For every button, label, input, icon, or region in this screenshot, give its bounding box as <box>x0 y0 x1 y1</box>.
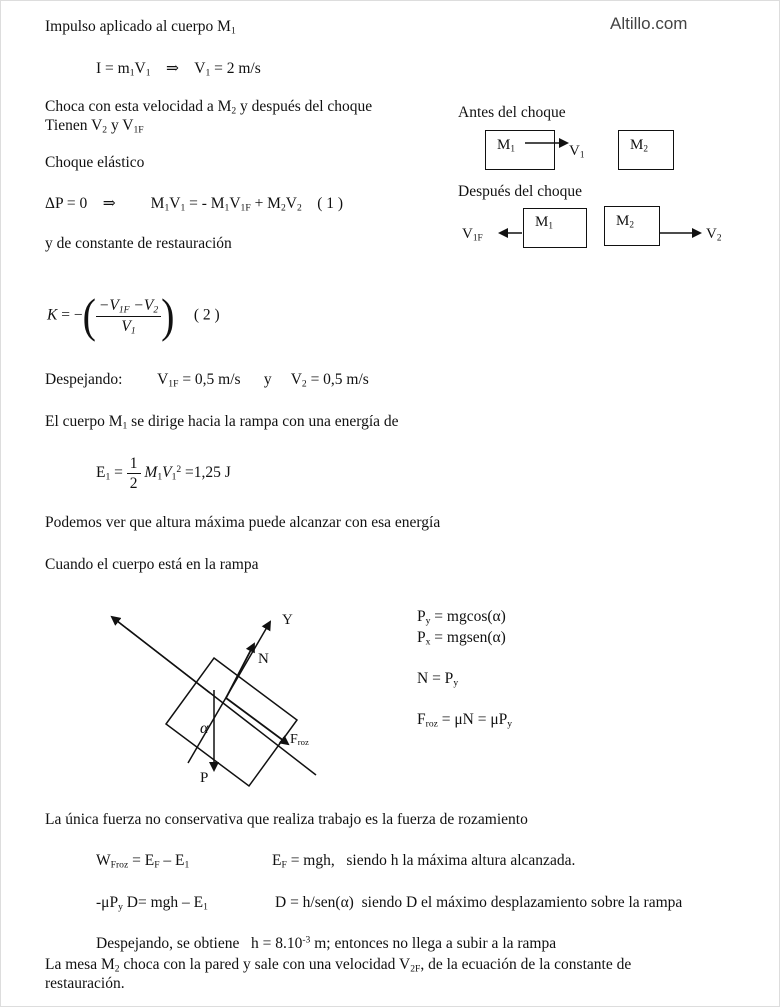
px-equation: $P_x$ = mgsen(α) <box>417 629 506 648</box>
mesa-line-2: restauración. <box>45 975 125 992</box>
froz-equation: $F_{roz} = \mu N = \mu P_y$ <box>417 711 513 730</box>
m2-label-after: $M_2$ <box>616 213 634 231</box>
antes-label: Antes del choque <box>458 104 566 121</box>
froz-label: $F_{roz}$ <box>290 732 309 748</box>
energy-equation: $E_1$ = $\frac{1}{2}$ $M_1V_1^2 =1,25$ J <box>96 455 231 493</box>
cuando-text: Cuando el cuerpo está en la rampa <box>45 556 259 573</box>
impulse-equation: $I = m_1V_1$ ⇒ $V_1 = 2$ m/s <box>96 60 261 79</box>
k-equation: K = −( $\frac{-V_{1F} -V_2}{V_1}$ ) ( 2 ) <box>47 288 220 343</box>
y-axis-label: Y <box>282 612 293 628</box>
disp-equation: $-\mu P_y$ D= mgh – $E_1$ <box>96 894 208 913</box>
rampa-text: El cuerpo $M_1$ se dirige hacia la rampa con una energía de <box>45 413 399 432</box>
v2-label: $V_2$ <box>706 226 722 244</box>
brand-watermark: Altillo.com <box>610 14 688 33</box>
altura-text: Podemos ver que altura máxima puede alcanzar con esa energía <box>45 514 441 531</box>
despejando-height: Despejando, se obtiene $h = 8.10^{-3}$ m; entonces no llega a subir a la rampa <box>96 934 557 952</box>
despejando-velocities: Despejando: $V_{1F} = 0,5$ m/s y $V_2 = 0,5$ m/s <box>45 371 369 390</box>
choca-line-1: Choca con esta velocidad a $M_2$ y después del choque <box>45 98 373 117</box>
mesa-line-1: La mesa $M_2$ choca con la pared y sale con una velocidad $V_{2F}$, de la ecuación de la constante de <box>45 956 632 975</box>
ef-equation: $E_F$ = mgh, siendo h la máxima altura alcanzada. <box>272 852 576 871</box>
v1-label: $V_1$ <box>569 143 585 161</box>
m1-label-after: $M_1$ <box>535 214 553 232</box>
momentum-equation: ΔP = 0 ⇒ $M_1V_1$ = - $M_1V_{1F} + M_2V_2$ ( 1 ) <box>45 195 344 214</box>
choque-elastico-label: Choque elástico <box>45 154 145 171</box>
m2-label-before: $M_2$ <box>630 137 648 155</box>
friction-arrow <box>226 698 288 744</box>
py-equation: $P_y = mgcos(\alpha)$ <box>417 608 506 627</box>
alpha-label: α <box>200 720 209 737</box>
p-label: P <box>200 770 209 786</box>
n-equation: $N = P_y$ <box>417 670 459 689</box>
v1f-label: $V_{1F}$ <box>462 226 483 244</box>
n-label: N <box>258 651 269 667</box>
x-axis-arrow <box>112 617 210 693</box>
work-equation: $W_{Froz} = E_F - E_1$ <box>96 852 190 871</box>
despues-label: Después del choque <box>458 183 582 200</box>
choca-line-2: Tienen $V_2$ y $V_{1F}$ <box>45 117 144 136</box>
d-equation: D = h/sen(α) siendo D el máximo desplazamiento sobre la rampa <box>275 894 683 911</box>
constante-text: y de constante de restauración <box>45 235 232 252</box>
ramp-block <box>166 658 297 786</box>
m1-label-before: $M_1$ <box>497 137 515 155</box>
unica-text: La única fuerza no conservativa que realiza trabajo es la fuerza de rozamiento <box>45 811 528 828</box>
impulse-heading: Impulso aplicado al cuerpo $M_1$ <box>45 18 236 37</box>
